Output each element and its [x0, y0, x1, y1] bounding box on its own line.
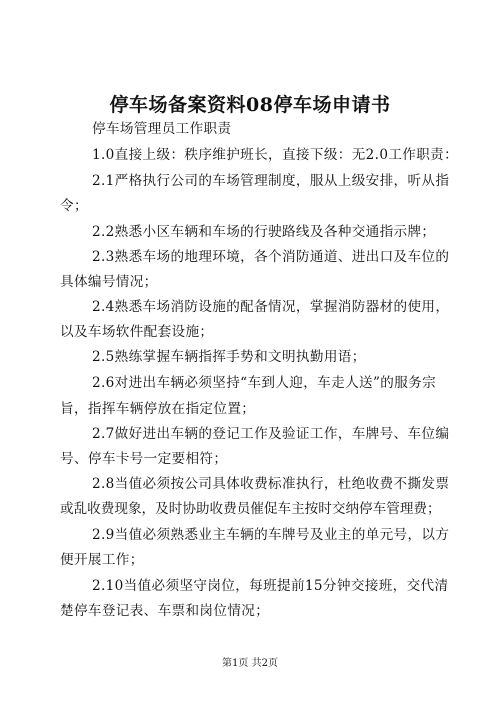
paragraph-line: 或乱收费现象，及时协助收费员催促车主按时交纳停车管理费； — [60, 501, 441, 517]
paragraph-line: 1.0直接上级：秩序维护班长，直接下级：无2.0工作职责： — [92, 147, 459, 163]
paragraph-line: 号、停车卡号一定要相符； — [60, 451, 228, 467]
paragraph-line: 2.2熟悉小区车辆和车场的行驶路线及各种交通指示牌； — [92, 224, 436, 240]
document-title: 停车场备案资料08停车场申请书 — [109, 94, 391, 116]
paragraph-line: 以及车场软件配套设施； — [60, 324, 214, 340]
page-number-footer: 第1页 共2页 — [222, 658, 278, 669]
paragraph-line: 令； — [60, 198, 88, 214]
paragraph-line: 2.4熟悉车场消防设施的配备情况，掌握消防器材的使用， — [92, 299, 450, 315]
paragraph-line: 2.1严格执行公司的车场管理制度，服从上级安排，听从指 — [92, 173, 450, 189]
paragraph-line: 2.8当值必须按公司具体收费标准执行，杜绝收费不撕发票 — [92, 476, 450, 492]
paragraph-line: 2.9当值必须熟悉业主车辆的车牌号及业主的单元号，以方 — [92, 527, 450, 543]
paragraph-line: 2.5熟练掌握车辆指挥手势和文明执勤用语； — [92, 349, 366, 365]
paragraph-line: 旨，指挥车辆停放在指定位置； — [60, 401, 256, 417]
section-heading: 停车场管理员工作职责 — [92, 121, 232, 137]
paragraph-line: 具体编号情况； — [60, 274, 158, 290]
paragraph-line: 楚停车登记表、车票和岗位情况； — [60, 603, 270, 619]
paragraph-line: 2.7做好进出车辆的登记工作及验证工作，车牌号、车位编 — [92, 426, 450, 442]
paragraph-line: 2.6对进出车辆必须坚持“车到人迎，车走人送”的服务宗 — [92, 375, 437, 391]
paragraph-line: 2.10当值必须坚守岗位，每班提前15分钟交接班，交代清 — [92, 578, 449, 594]
paragraph-line: 2.3熟悉车场的地理环境，各个消防通道、进出口及车位的 — [92, 249, 450, 265]
paragraph-line: 便开展工作； — [60, 552, 144, 568]
